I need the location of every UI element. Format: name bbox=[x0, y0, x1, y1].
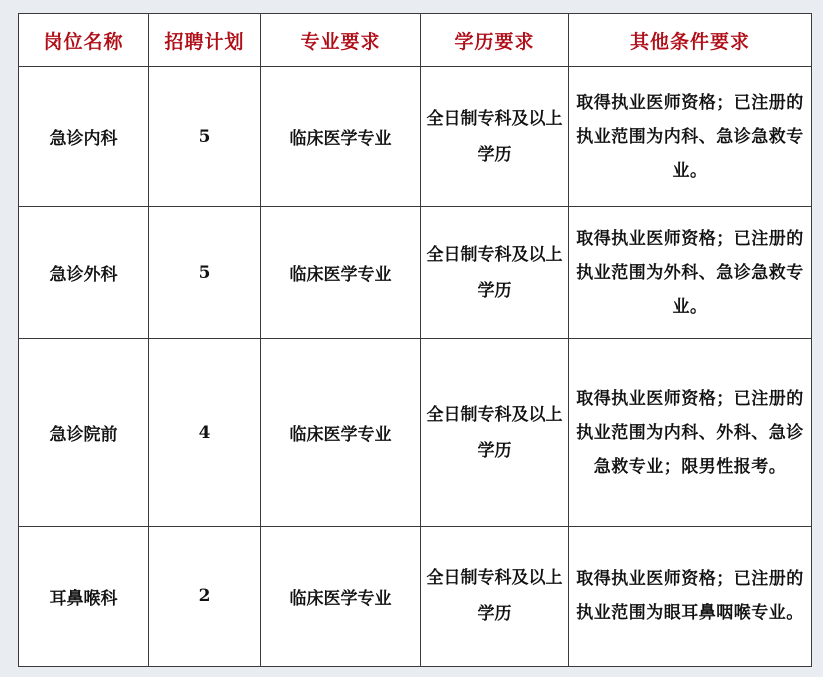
cell-education: 全日制专科及以上学历 bbox=[421, 67, 569, 207]
cell-major: 临床医学专业 bbox=[261, 526, 421, 666]
cell-count: 5 bbox=[149, 207, 261, 339]
table-row bbox=[19, 339, 812, 526]
cell-count: 5 bbox=[149, 67, 261, 207]
cell-major: 临床医学专业 bbox=[261, 67, 421, 207]
cell-count: 2 bbox=[149, 526, 261, 666]
table-row bbox=[19, 67, 812, 207]
header-position: 岗位名称 bbox=[19, 14, 149, 67]
header-education: 学历要求 bbox=[421, 14, 569, 67]
cell-position: 耳鼻喉科 bbox=[19, 526, 149, 666]
recruitment-sheet bbox=[18, 13, 811, 667]
table-header-row bbox=[19, 14, 812, 67]
recruitment-table bbox=[18, 13, 812, 667]
cell-education: 全日制专科及以上学历 bbox=[421, 339, 569, 526]
cell-conditions: 取得执业医师资格；已注册的执业范围为内科、外科、急诊急救专业；限男性报考。 bbox=[569, 339, 812, 526]
header-count: 招聘计划 bbox=[149, 14, 261, 67]
header-major: 专业要求 bbox=[261, 14, 421, 67]
cell-conditions: 取得执业医师资格；已注册的执业范围为外科、急诊急救专业。 bbox=[569, 207, 812, 339]
cell-conditions: 取得执业医师资格；已注册的执业范围为内科、急诊急救专业。 bbox=[569, 67, 812, 207]
cell-position: 急诊内科 bbox=[19, 67, 149, 207]
cell-education: 全日制专科及以上学历 bbox=[421, 207, 569, 339]
cell-major: 临床医学专业 bbox=[261, 207, 421, 339]
table-row bbox=[19, 526, 812, 666]
header-conditions: 其他条件要求 bbox=[569, 14, 812, 67]
cell-count: 4 bbox=[149, 339, 261, 526]
cell-education: 全日制专科及以上学历 bbox=[421, 526, 569, 666]
cell-major: 临床医学专业 bbox=[261, 339, 421, 526]
cell-conditions: 取得执业医师资格；已注册的执业范围为眼耳鼻咽喉专业。 bbox=[569, 526, 812, 666]
cell-position: 急诊院前 bbox=[19, 339, 149, 526]
cell-position: 急诊外科 bbox=[19, 207, 149, 339]
table-row bbox=[19, 207, 812, 339]
